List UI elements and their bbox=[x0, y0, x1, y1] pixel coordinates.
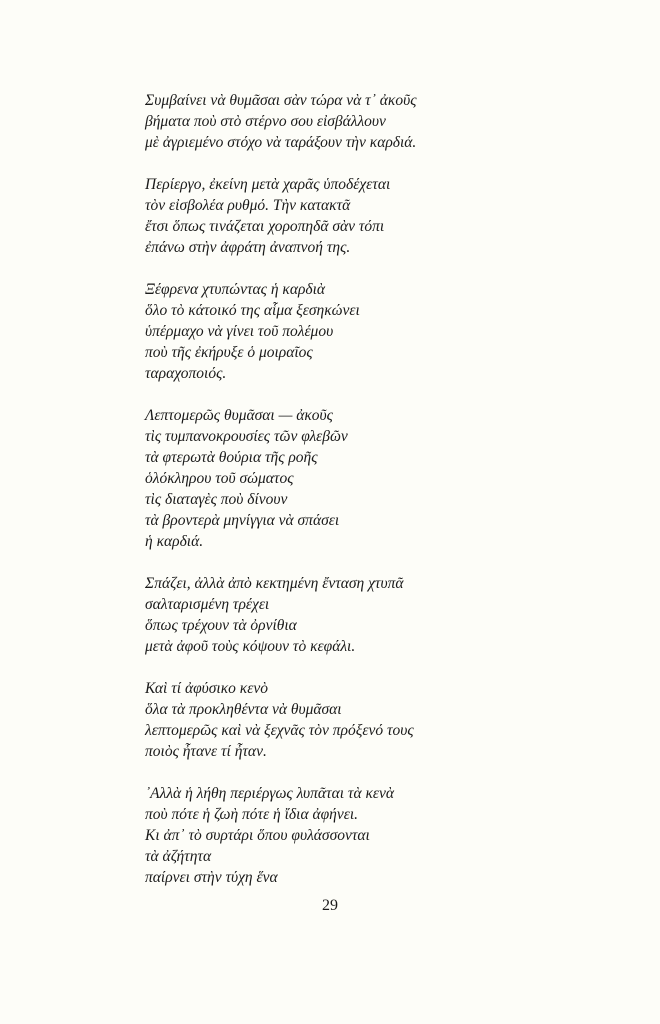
poem-line: ἐπάνω στὴν ἀφράτη ἀναπνοή της. bbox=[145, 239, 351, 256]
poem-stanza bbox=[145, 783, 625, 888]
poem-line: Ξέφρενα χτυπώντας ἡ καρδιὰ bbox=[145, 281, 326, 298]
poem-line: ἔτσι ὅπως τινάζεται χοροπηδᾶ σὰν τόπι bbox=[145, 218, 385, 235]
poem-line: ταραχοποιός. bbox=[145, 365, 227, 382]
poem-line: τὶς διαταγὲς ποὺ δίνουν bbox=[145, 491, 288, 508]
poem-text bbox=[145, 90, 625, 909]
poem-line: ὅπως τρέχουν τὰ ὀρνίθια bbox=[145, 617, 297, 634]
poem-stanza bbox=[145, 279, 625, 384]
page-number: 29 bbox=[322, 897, 338, 914]
poem-stanza bbox=[145, 174, 625, 258]
poem-line: ἡ καρδιά. bbox=[145, 533, 204, 550]
poem-line: σαλταρισμένη τρέχει bbox=[145, 596, 270, 613]
poem-line: ὁλόκληρου τοῦ σώματος bbox=[145, 470, 294, 487]
poem-line: ποὺ πότε ἡ ζωὴ πότε ἡ ἴδια ἀφήνει. bbox=[145, 806, 359, 823]
poem-line: Σπάζει, ἀλλὰ ἀπὸ κεκτημένη ἔνταση χτυπᾶ bbox=[145, 575, 404, 592]
poem-line: ὑπέρμαχο νὰ γίνει τοῦ πολέμου bbox=[145, 323, 334, 340]
poem-line: Συμβαίνει νὰ θυμᾶσαι σὰν τώρα νὰ τ᾽ ἀκοῦς bbox=[145, 92, 417, 109]
poem-line: Λεπτομερῶς θυμᾶσαι — ἀκοῦς bbox=[145, 407, 333, 424]
poem-line: τὰ ἀζήτητα bbox=[145, 848, 212, 865]
poem-line: τὸν εἰσβολέα ρυθμό. Τὴν κατακτᾶ bbox=[145, 197, 351, 214]
poem-line: βήματα ποὺ στὸ στέρνο σου εἰσβάλλουν bbox=[145, 113, 386, 130]
poem-stanza bbox=[145, 90, 625, 153]
poem-line: λεπτομερῶς καὶ νὰ ξεχνᾶς τὸν πρόξενό τους bbox=[145, 722, 414, 739]
poem-line: μετὰ ἀφοῦ τοὺς κόψουν τὸ κεφάλι. bbox=[145, 638, 356, 655]
poem-line: ὅλα τὰ προκληθέντα νὰ θυμᾶσαι bbox=[145, 701, 342, 718]
poem-line: μὲ ἀγριεμένο στόχο νὰ ταράξουν τὴν καρδιά. bbox=[145, 134, 417, 151]
poem-line: τὶς τυμπανοκρουσίες τῶν φλεβῶν bbox=[145, 428, 348, 445]
poem-line: ποὺ τῆς ἐκήρυξε ὁ μοιραῖος bbox=[145, 344, 313, 361]
poem-line: Περίεργο, ἐκείνη μετὰ χαρᾶς ὑποδέχεται bbox=[145, 176, 391, 193]
poem-line: ᾽Αλλὰ ἡ λήθη περιέργως λυπᾶται τὰ κενὰ bbox=[145, 785, 395, 802]
poem-line: τὰ βροντερὰ μηνίγγια νὰ σπάσει bbox=[145, 512, 340, 529]
poem-line: ποιὸς ἦτανε τί ἦταν. bbox=[145, 743, 267, 760]
poem-line: παίρνει στὴν τύχη ἕνα bbox=[145, 869, 278, 886]
poem-line: τὰ φτερωτὰ θούρια τῆς ροῆς bbox=[145, 449, 318, 466]
poem-stanza bbox=[145, 678, 625, 762]
poem-line: Κι ἀπ᾽ τὸ συρτάρι ὅπου φυλάσσονται bbox=[145, 827, 370, 844]
poem-line: Καὶ τί ἀφύσικο κενὸ bbox=[145, 680, 268, 697]
poem-stanza bbox=[145, 573, 625, 657]
poem-line: ὅλο τὸ κάτοικό της αἷμα ξεσηκώνει bbox=[145, 302, 360, 319]
poem-stanza bbox=[145, 405, 625, 552]
